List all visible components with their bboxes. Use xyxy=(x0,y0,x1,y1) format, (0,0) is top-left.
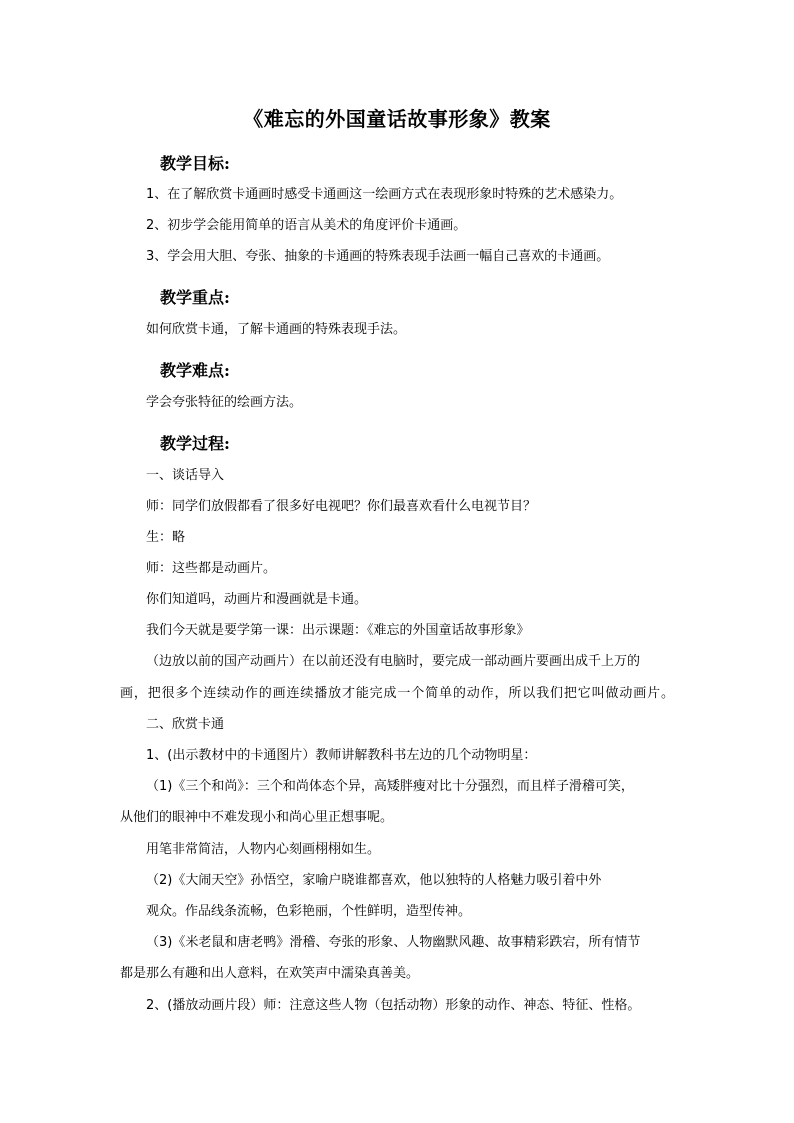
process-line: 师：这些都是动画片。 xyxy=(146,561,277,576)
process-line: （3)《米老鼠和唐老鸭》滑稽、夸张的形象、人物幽默风趣、故事精彩跌宕，所有情节 xyxy=(146,935,641,950)
process-line: 画，把很多个连续动作的画连续播放才能完成一个简单的动作，所以我们把它叫做动画片。 xyxy=(120,686,674,701)
goal-item-2: 2、初步学会能用简单的语言从美术的角度评价卡通画。 xyxy=(146,218,467,233)
heading-key-points: 教学重点: xyxy=(160,288,230,307)
process-line: 1、(出示教材中的卡通图片）教师讲解教科书左边的几个动物明星： xyxy=(146,748,537,763)
process-line: 用笔非常简洁，人物内心刻画栩栩如生。 xyxy=(146,842,381,857)
heading-teaching-process: 教学过程: xyxy=(160,434,230,453)
difficulties-text: 学会夸张特征的绘画方法。 xyxy=(146,395,303,410)
heading-difficulties: 教学难点: xyxy=(160,361,230,380)
process-line: 一、谈话导入 xyxy=(146,468,225,483)
process-line: 你们知道吗，动画片和漫画就是卡通。 xyxy=(146,592,368,607)
key-points-text: 如何欣赏卡通，了解卡通画的特殊表现手法。 xyxy=(146,322,407,337)
process-line: （1)《三个和尚》：三个和尚体态个异，高矮胖瘦对比十分强烈，而且样子滑稽可笑， xyxy=(146,779,634,794)
goal-item-3: 3、学会用大胆、夸张、抽象的卡通画的特殊表现手法画一幅自己喜欢的卡通画。 xyxy=(146,249,610,264)
process-line: 从他们的眼神中不难发现小和尚心里正想事呢。 xyxy=(120,810,394,825)
process-line: 我们今天就是要学第一课：出示课题：《难忘的外国童话故事形象》 xyxy=(146,623,530,638)
process-line: （边放以前的国产动画片）在以前还没有电脑时，要完成一部动画片要画出成千上万的 xyxy=(146,654,641,669)
process-line: 生：略 xyxy=(146,530,186,545)
process-line: （2)《大闹天空》孙悟空，家喻户晓谁都喜欢，他以独特的人格魅力吸引着中外 xyxy=(146,873,602,888)
process-line: 都是那么有趣和出人意料，在欢笑声中濡染真善美。 xyxy=(120,966,420,981)
process-line: 观众。作品线条流畅，色彩艳丽，个性鲜明，造型传神。 xyxy=(146,904,472,919)
process-line: 二、欣赏卡通 xyxy=(146,717,225,732)
process-line: 师：同学们放假都看了很多好电视吧？你们最喜欢看什么电视节目？ xyxy=(146,499,537,514)
heading-teaching-goals: 教学目标: xyxy=(160,154,230,173)
goal-item-1: 1、在了解欣赏卡通画时感受卡通画这一绘画方式在表现形象时特殊的艺术感染力。 xyxy=(146,187,623,202)
process-line: 2、(播放动画片段）师：注意这些人物（包括动物）形象的动作、神态、特征、性格。 xyxy=(146,998,641,1013)
document-title: 《难忘的外国童话故事形象》教案 xyxy=(243,107,551,131)
